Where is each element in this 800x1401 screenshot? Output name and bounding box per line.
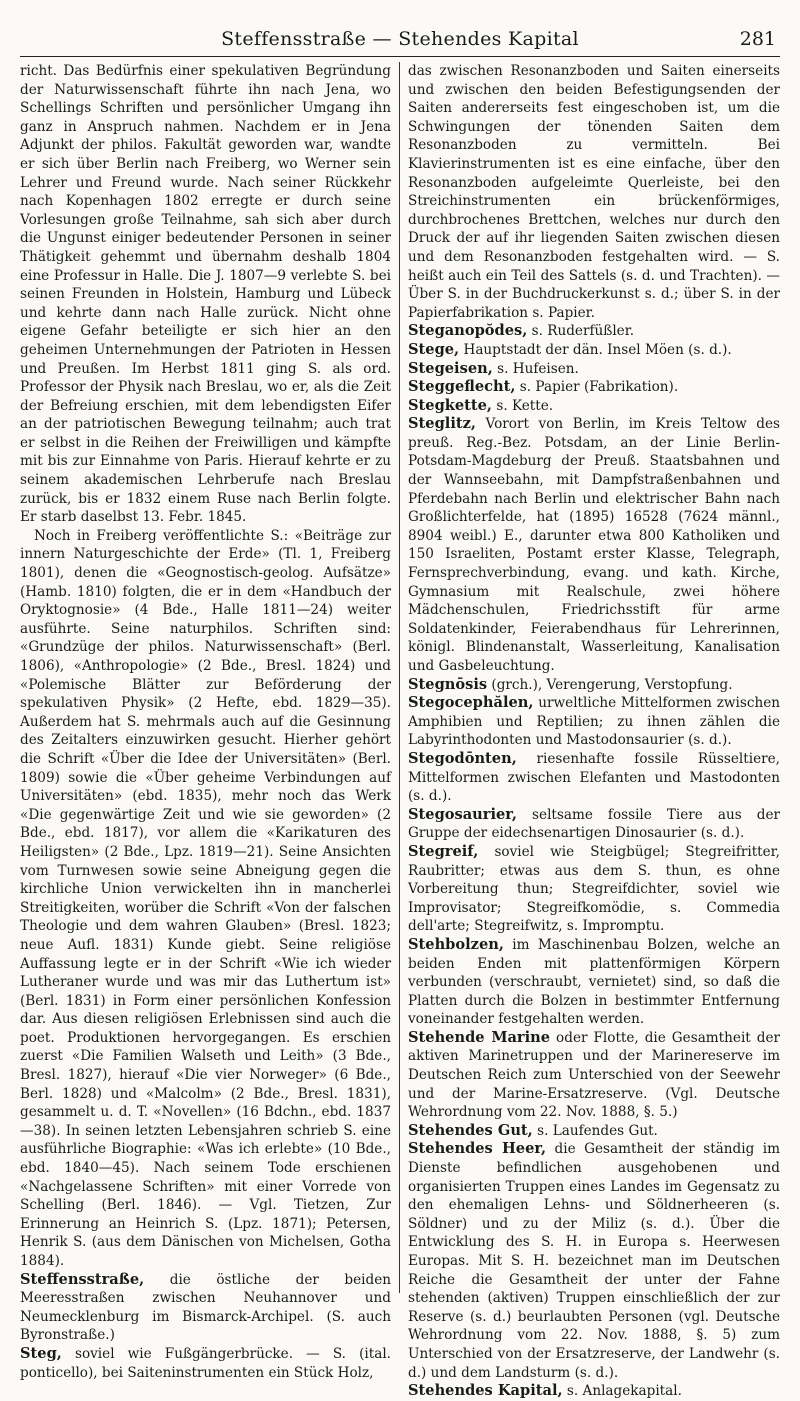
entry-text: das zwischen Resonanzboden und Saiten einerseits und zwischen den beiden Befestigungsenden der Saiten andererseits fest eingeschoben ist, um die Schwingungen der tönenden Saiten dem Resonanzboden zu vermitteln. Bei Klavierinstrumenten ist es eine einfache, über den Resonanzboden aufgeleimte Querleiste, bei den Streichinstrumenten ein brückenförmiges, durchbrochenes Brettchen, welches nur durch den Druck der auf ihr liegenden Saiten zwischen diesen und dem Resonanzboden festgehalten wird. — S. heißt auch ein Teil des Sattels (s. d. und Trachten). — Über S. in der Buchdruckerkunst s. d.; über S. in der Papierfabrikation s. Papier. [408,63,780,321]
dictionary-entry [20,1271,391,1345]
entry-text: s. Kette. [492,397,554,414]
entry-headword: Stegnōsis [408,675,488,693]
entry-text: die Gesamtheit der ständig im Dienste befindlichen ausgehobenen und organisierten Truppen eines Landes im Gegensatz zu den ehemaligen Lehns- und Söldnerheeren (s. Söldner) und zu der Miliz (s. d.). Über die Entwicklung des S. H. in Europa s. Heerwesen Europas. Mit S. H. bezeichnet man im Deutschen Reiche die Gesamtheit der unter der Fahne stehenden (aktiven) Truppen einschließlich der zur Reserve (s. d.) beurlaubten Personen (vgl. Deutsche Wehrordnung vom 22. Nov. 1888, §. 5) zum Unterschied von der Ersatzreserve, der Landwehr (s. d.) und dem Landsturm (s. d.). [408,1141,780,1381]
entry-headword: Stehbolzen, [408,935,504,953]
entry-headword: Stehende Marine [408,1028,551,1046]
dictionary-entry [408,360,780,379]
entry-headword: Stegeisen, [408,359,493,377]
entry-headword: Stegreif, [408,842,479,860]
dictionary-entry [408,322,780,341]
entry-headword: Stegocephălen, [408,694,534,712]
entry-text: s. Papier (Fabrikation). [515,379,679,396]
entry-headword: Stehendes Heer, [408,1140,547,1158]
entry-text: s. Ruderfüßler. [527,323,635,340]
entry-headword: Stegosaurier, [408,805,518,823]
entry-headword: Stehendes Kapital, [408,1382,563,1400]
entry-text: Noch in Freiberg veröffentlichte S.: «Beiträge zur innern Naturgeschichte der Erde» (Tl. 1, Freiberg 1801), denen die «Geognostisch-geolog. Aufsätze» (Hamb. 1810) folgten, die er in dem «Handbuch der Oryktognosie» (4 Bde., Halle 1811—24) weiter ausführte. Seine naturphilos. Schriften sind: «Grundzüge der philos. Naturwissenschaft» (Berl. 1806), «Anthropologie» (2 Bde., Bresl. 1824) und «Polemische Blätter zur Beförderung der spekulativen Physik» (2 Hefte, ebd. 1829—35). Außerdem hat S. mehrmals auch auf die Gesinnung des Zeitalters einzuwirken gesucht. Hierher gehört die Schrift «Über die Idee der Universitäten» (Berl. 1809) sowie die «Über geheime Verbindungen auf Universitäten» (ebd. 1835), mehr noch das Werk «Die gegenwärtige Zeit und wie sie geworden» (2 Bde., ebd. 1817), vor allem die «Karikaturen des Heiligsten» (2 Bde., Lpz. 1819—21). Seine Ansichten vom Turnwesen sowie seine Abneigung gegen die kirchliche Union verwickelten ihn in mancherlei Streitigkeiten, worüber die Schrift «Von der falschen Theologie und dem wahren Glauben» (Bresl. 1823; neue Aufl. 1831) Kunde giebt. Seine religiöse Auffassung legte er in der Schrift «Wie ich wieder Lutheraner wurde und was mir das Luthertum ist» (Berl. 1831) in Form einer persönlichen Konfession dar. Aus diesen religiösen Erlebnissen sind auch die poet. Produktionen hervorgegangen. Es erschien zuerst «Die Familien Walseth und Leith» (3 Bde., Bresl. 1827), hierauf «Die vier Norweger» (6 Bde., Berl. 1828) und «Malcolm» (2 Bde., Bresl. 1831), gesammelt u. d. T. «Novellen» (16 Bdchn., ebd. 1837—38). In seinen letzten Lebensjahren schrieb S. eine ausführliche Biographie: «Was ich erlebte» (10 Bde., ebd. 1840—45). Nach seinem Tode erschienen «Nachgelassene Schriften» mit einer Vorrede von Schelling (Berl. 1846). — Vgl. Tietzen, Zur Erinnerung an Heinrich S. (Lpz. 1871); Petersen, Henrik S. (aus dem Dänischen von Michelsen, Gotha 1884). [20,527,391,1269]
entry-text: urweltliche Mittelformen zwischen Amphibien und Reptilien; zu ihnen zählen die Labyrinthodonten und Mastodonsaurier (s. d.). [408,695,780,749]
entry-text: s. Anlagekapital. [562,1383,682,1400]
entry-text: soviel wie Fußgängerbrücke. — S. (ital. ponticello), bei Saiteninstrumenten ein Stück Holz, [20,1345,391,1381]
dictionary-entry [408,397,780,416]
entry-text: seltsame fossile Tiere aus der Gruppe der eidechsenartigen Dinosaurier (s. d.). [408,806,780,842]
dictionary-entry [408,415,780,675]
paragraph [408,62,780,322]
entry-text: s. Hufeisen. [492,360,579,377]
entry-headword: Steg, [20,1344,62,1362]
dictionary-entry [408,1382,780,1401]
dictionary-entry [408,936,780,1029]
entry-text: (grch.), Verengerung, Verstopfung. [487,676,733,693]
entry-headword: Stehendes Gut, [408,1121,533,1139]
dictionary-entry [408,1140,780,1382]
dictionary-entry [408,1029,780,1122]
entry-text: die östliche der beiden Meeresstraßen zwischen Neuhannover und Neumecklenburg im Bismarck-Archipel. (S. auch Byronstraße.) [20,1271,391,1344]
entry-text: Vorort von Berlin, im Kreis Teltow des preuß. Reg.-Bez. Potsdam, an der Linie Berlin-Potsdam-Magdeburg der Preuß. Staatsbahnen und der Wannseebahn, mit Dampfstraßenbahnen und Pferdebahn nach Berlin und elektrischer Bahn nach Großlichterfelde, hat (1895) 16528 (7624 männl., 8904 weibl.) E., darunter etwa 800 Katholiken und 150 Israeliten, Postamt erster Klasse, Telegraph, Fernsprechverbindung, evang. und kath. Kirche, Gymnasium mit Realschule, zwei höhere Mädchenschulen, Friedrichsstift für arme Soldatenkinder, Feierabendhaus für Lehrerinnen, königl. Blindenanstalt, Wasserleitung, Kanalisation und Gasbeleuchtung. [408,416,780,674]
entry-text: richt. Das Bedürfnis einer spekulativen Begründung der Naturwissenschaft führte ihn nach Jena, wo Schellings Schriften und persönlicher Umgang ihn ganz in Anspruch nahmen. Nachdem er in Jena Adjunkt der philos. Fakultät geworden war, wandte er sich über Berlin nach Freiberg, wo Werner sein Lehrer und Freund wurde. Nach seiner Rückkehr nach Kopenhagen 1802 erregte er durch seine Vorlesungen große Teilnahme, sah sich aber durch die Ungunst einiger bedeutender Personen in seiner Thätigkeit gehemmt und übernahm deshalb 1804 eine Professur in Halle. Die J. 1807—9 verlebte S. bei seinen Freunden in Holstein, Hamburg und Lübeck und kehrte dann nach Halle zurück. Nicht ohne eigene Gefahr beteiligte er sich hier an den geheimen Unternehmungen der Patrioten in Hessen und Preußen. Im Herbst 1811 ging S. als ord. Professor der Physik nach Breslau, wo er, als die Zeit der Befreiung erschien, mit dem lebendigsten Eifer an der patriotischen Bewegung teilnahm; auch trat er selbst in die Reihen der Freiwilligen und kämpfte mit bis zur Einnahme von Paris. Hierauf kehrte er zu seinem akademischen Lehrberufe nach Breslau zurück, bis er 1832 einem Ruse nach Berlin folgte. Er starb daselbst 13. Febr. 1845. [20,63,391,526]
dictionary-entry [408,694,780,750]
entry-text: s. Laufendes Gut. [532,1122,658,1139]
dictionary-entry [408,750,780,806]
dictionary-entry [408,806,780,843]
entry-headword: Stegkette, [408,396,493,414]
dictionary-entry [408,843,780,936]
left-column [20,62,400,1381]
entry-headword: Steffensstraße, [20,1270,145,1288]
entry-text: im Maschinenbau Bolzen, welche an beiden Enden mit plattenförmigen Körpern verbunden (verschraubt, vernietet) sind, so daß die Platten durch die Bolzen in bestimmter Entfernung voneinander festgehalten werden. [408,936,780,1028]
dictionary-entry [20,1345,391,1382]
dictionary-entry [408,378,780,397]
dictionary-entry [408,341,780,360]
text-columns [20,62,780,1400]
entry-text: oder Flotte, die Gesamtheit der aktiven Marinetruppen und der Marinereserve im Deutschen Reich zum Unterschied von der Seewehr und der Marine-Ersatzreserve. (Vgl. Deutsche Wehrordnung vom 22. Nov. 1888, §. 5.) [408,1029,780,1121]
entry-headword: Stegodōnten, [408,749,517,767]
entry-text: Hauptstadt der dän. Insel Möen (s. d.). [459,341,732,358]
dictionary-entry [408,676,780,695]
entry-headword: Steggeflecht, [408,378,516,396]
running-title: Steffensstraße — Stehendes Kapital [221,28,579,50]
entry-headword: Stege, [408,340,460,358]
entry-headword: Steganopŏdes, [408,322,528,340]
page-number: 281 [739,28,776,50]
entry-text: soviel wie Steigbügel; Stegreifritter, Raubritter; etwas aus dem S. thun, es ohne Vorbereitung thun; Stegreifdichter, soviel wie Improvisator; Stegreifkomödie, s. Commedia dell'arte; Stegreifwitz, s. Impromptu. [408,843,780,935]
entry-headword: Steglitz, [408,415,476,433]
entry-text: riesenhafte fossile Rüsseltiere, Mittelformen zwischen Elefanten und Mastodonten (s. d.). [408,750,780,805]
right-column [400,62,780,1400]
paragraph [20,62,391,527]
paragraph [20,527,391,1271]
page-header [20,22,780,57]
dictionary-entry [408,1122,780,1141]
